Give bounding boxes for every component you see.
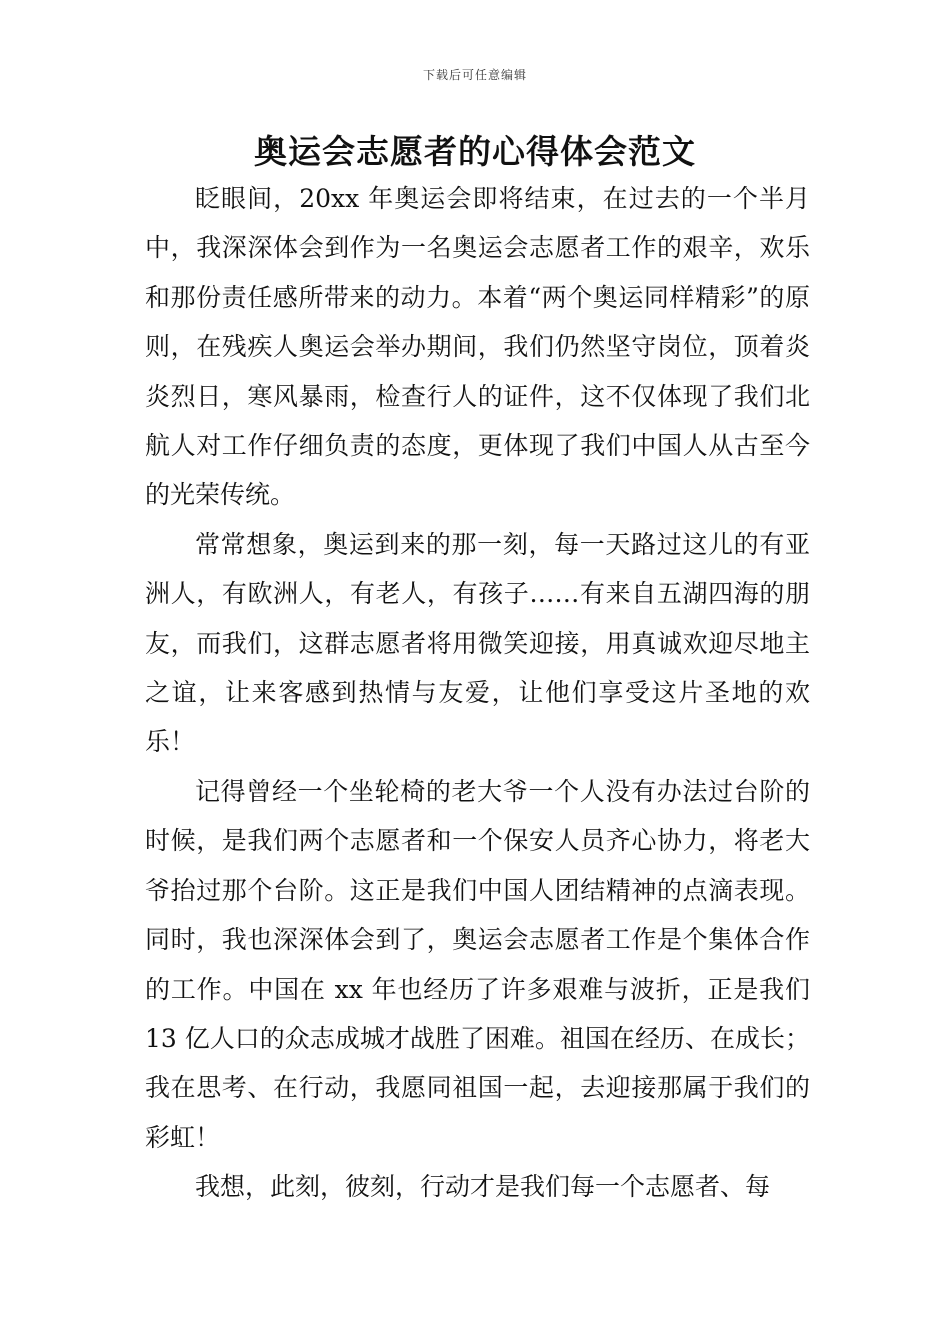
header-note: 下载后可任意编辑 bbox=[422, 68, 527, 82]
document-title: 奥运会志愿者的心得体会范文 bbox=[254, 132, 696, 171]
paragraph-4: 我想，此刻，彼刻，行动才是我们每一个志愿者、每 bbox=[195, 1172, 771, 1202]
paragraph-2: 常常想象，奥运到来的那一刻，每一天路过这儿的有亚洲人，有欧洲人，有老人，有孩子……有来自五湖四海的朋友，而我们，这群志愿者将用微笑迎接，用真诚欢迎尽地主之谊，让来客感到热情与友爱，让他们享受这片圣地的欢乐！ bbox=[145, 529, 810, 757]
paragraph-1: 眨眼间，20xx 年奥运会即将结束，在过去的一个半月中，我深深体会到作为一名奥运会志愿者工作的艰辛，欢乐和那份责任感所带来的动力。本着“两个奥运同样精彩”的原则，在残疾人奥运会举办期间，我们仍然坚守岗位，顶着炎炎烈日，寒风暴雨，检查行人的证件，这不仅体现了我们北航人对工作仔细负责的态度，更体现了我们中国人从古至今的光荣传统。 bbox=[145, 184, 810, 510]
document-body bbox=[145, 174, 810, 1212]
paragraph-3: 记得曾经一个坐轮椅的老大爷一个人没有办法过台阶的时候，是我们两个志愿者和一个保安人员齐心协力，将老大爷抬过那个台阶。这正是我们中国人团结精神的点滴表现。同时，我也深深体会到了，奥运会志愿者工作是个集体合作的工作。中国在 xx 年也经历了许多艰难与波折，正是我们 13 亿人口的众志成城才战胜了困难。祖国在经历、在成长；我在思考、在行动，我愿同祖国一起，去迎接那属于我们的彩虹！ bbox=[145, 776, 810, 1152]
